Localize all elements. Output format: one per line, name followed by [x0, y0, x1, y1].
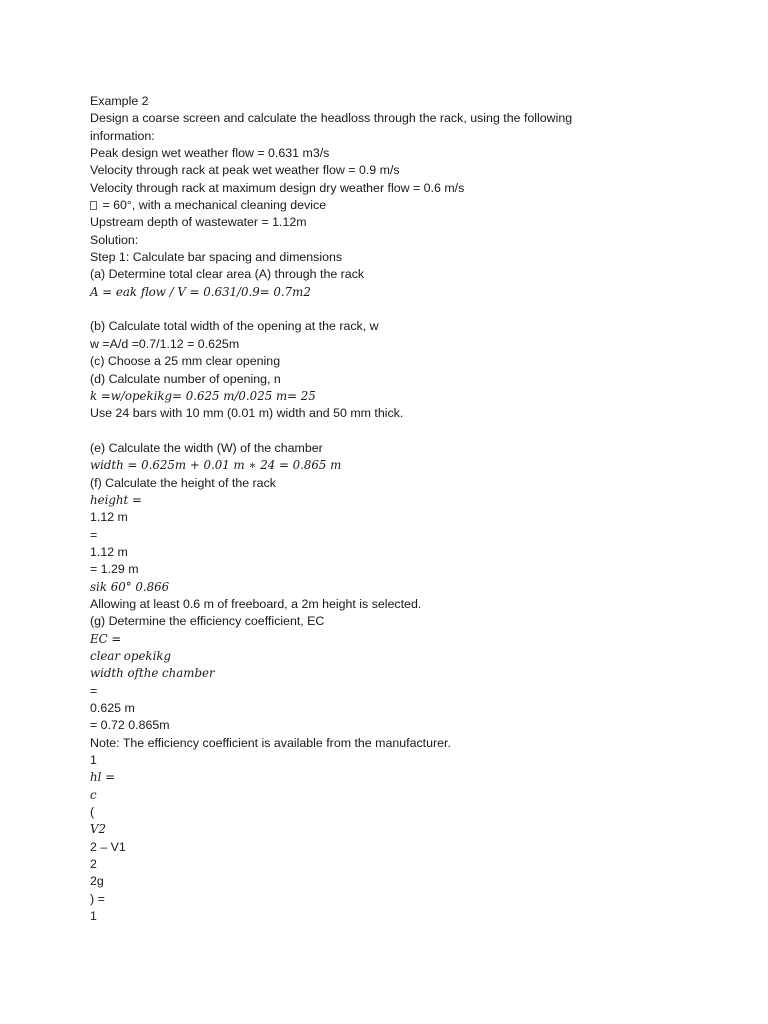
document-body [90, 93, 690, 926]
text-line [90, 110, 690, 127]
line-text: = [90, 527, 98, 542]
text-line [90, 856, 690, 873]
text-line [90, 509, 690, 526]
text-line [90, 232, 690, 249]
text-line [90, 214, 690, 231]
line-text: 0.625 m [90, 701, 135, 716]
text-line [90, 440, 690, 457]
line-text: Solution: [90, 232, 139, 247]
text-line [90, 353, 690, 370]
text-line [90, 492, 690, 509]
text-line [90, 388, 690, 405]
line-text: (d) Calculate number of opening, n [90, 371, 281, 386]
line-text: Use 24 bars with 10 mm (0.01 m) width and 50 mm thick. [90, 406, 404, 421]
line-text: V2 [90, 822, 107, 837]
line-text: clear opekikg [90, 649, 172, 663]
text-line [90, 527, 690, 544]
text-line [90, 613, 690, 630]
text-line [90, 266, 690, 283]
missing-glyph-icon [90, 201, 97, 210]
line-text: 1.12 m [90, 510, 128, 525]
text-line [90, 631, 690, 648]
text-line [90, 145, 690, 162]
line-text: hl = [90, 770, 116, 785]
line-text: 1 [90, 753, 97, 768]
line-text: A = eak flow / V = 0.631/0.9= 0.7m2 [90, 284, 311, 299]
line-text: (f) Calculate the height of the rack [90, 475, 276, 490]
text-line [90, 665, 690, 682]
line-text: 2 [90, 857, 97, 872]
text-line [90, 821, 690, 838]
blank-line [90, 423, 690, 440]
line-text: 1 [90, 909, 97, 924]
text-line [90, 579, 690, 596]
line-text: ( [90, 805, 95, 820]
text-line [90, 648, 690, 665]
text-line [90, 318, 690, 335]
text-line [90, 839, 690, 856]
line-text: height = [90, 492, 142, 507]
line-text: c [90, 787, 97, 802]
text-line [90, 683, 690, 700]
line-text: Allowing at least 0.6 m of freeboard, a 2m height is selected. [90, 596, 422, 611]
text-line [90, 128, 690, 145]
text-line [90, 336, 690, 353]
text-line [90, 908, 690, 925]
line-text: Peak design wet weather flow = 0.631 m3/s [90, 146, 330, 161]
line-text: 2 – V1 [90, 839, 126, 854]
blank-line [90, 301, 690, 318]
line-text: 2g [90, 874, 104, 889]
line-text: ) = [90, 891, 105, 906]
text-line [90, 162, 690, 179]
text-line [90, 891, 690, 908]
line-text: Example 2 [90, 94, 149, 108]
line-text: Note: The efficiency coefficient is available from the manufacturer. [90, 735, 451, 750]
line-text: Velocity through rack at peak wet weather flow = 0.9 m/s [90, 163, 400, 178]
text-line [90, 873, 690, 890]
text-line [90, 735, 690, 752]
text-line [90, 180, 690, 197]
line-text: width = 0.625m + 0.01 m ∗ 24 = 0.865 m [90, 458, 342, 473]
text-line [90, 717, 690, 734]
line-text: Upstream depth of wastewater = 1.12m [90, 215, 307, 230]
text-line [90, 700, 690, 717]
line-text: k =w/opekikg= 0.625 m/0.025 m= 25 [90, 388, 316, 403]
line-text: Step 1: Calculate bar spacing and dimensions [90, 250, 343, 265]
text-line [90, 787, 690, 804]
text-line [90, 769, 690, 786]
text-line [90, 544, 690, 561]
line-text: Design a coarse screen and calculate the headloss through the rack, using the following [90, 111, 573, 126]
line-text: = 1.29 m [90, 562, 139, 577]
line-text: (a) Determine total clear area (A) through the rack [90, 267, 365, 282]
line-text: = 60°, with a mechanical cleaning device [99, 198, 327, 213]
text-line [90, 284, 690, 301]
text-line [90, 561, 690, 578]
line-text: EC = [90, 631, 122, 646]
text-line [90, 249, 690, 266]
text-line [90, 752, 690, 769]
line-text: information: [90, 128, 155, 143]
line-text: (e) Calculate the width (W) of the chamber [90, 440, 323, 455]
text-line [90, 596, 690, 613]
line-text: = 0.72 0.865m [90, 718, 170, 733]
line-text: (g) Determine the efficiency coefficient, EC [90, 614, 325, 629]
text-line [90, 93, 690, 110]
text-line [90, 197, 690, 214]
line-text: width ofthe chamber [90, 666, 215, 681]
line-text: (b) Calculate total width of the opening at the rack, w [90, 319, 379, 334]
text-line [90, 371, 690, 388]
line-text: w =A/d =0.7/1.12 = 0.625m [90, 336, 240, 351]
text-line [90, 804, 690, 821]
line-text: sik 60° 0.866 [90, 579, 170, 594]
line-text: (c) Choose a 25 mm clear opening [90, 354, 281, 369]
line-text: 1.12 m [90, 544, 128, 559]
text-line [90, 405, 690, 422]
line-text: Velocity through rack at maximum design dry weather flow = 0.6 m/s [90, 180, 465, 195]
text-line [90, 475, 690, 492]
text-line [90, 457, 690, 474]
line-text: = [90, 683, 98, 698]
